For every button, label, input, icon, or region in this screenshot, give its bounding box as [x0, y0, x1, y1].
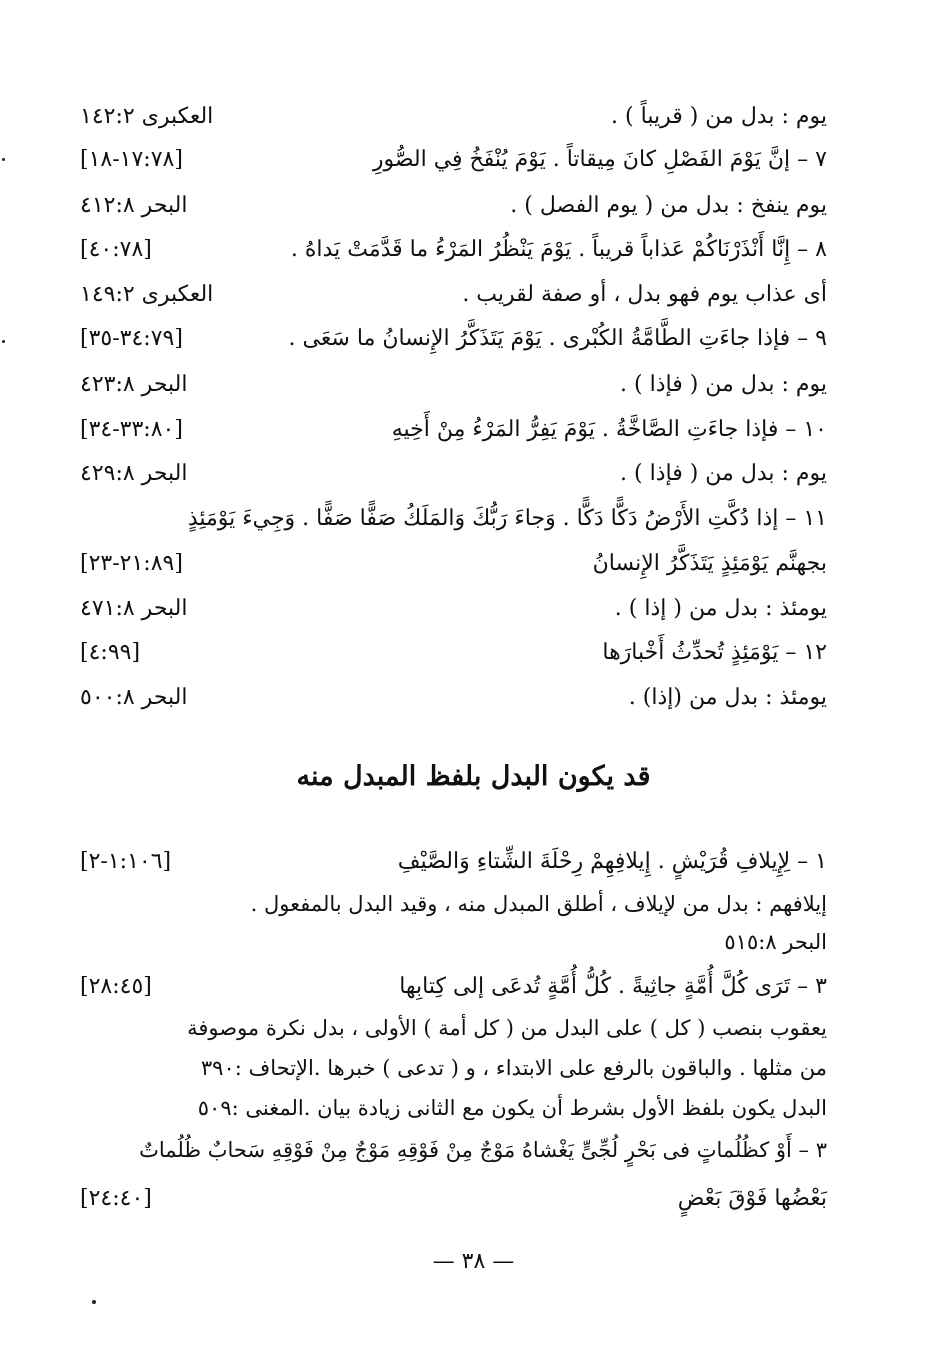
reference-left: [١:١٠٦-٢]: [80, 848, 172, 874]
text-right: ١١ – إذا دُكَّتِ الأَرْضُ دَكًّا دَكًّا . وَجاءَ رَبُّكَ وَالمَلَكُ صَفًّا صَفًّا . وَجِيءَ يَوْمَئِذٍ: [187, 505, 827, 531]
text-right: يوم : بدل من ( قريباً ) .: [611, 103, 827, 129]
text-line: [80, 272, 827, 316]
verse-line: [80, 1176, 827, 1220]
page-number: — ٣٨ —: [432, 1249, 515, 1274]
text-line: [80, 183, 827, 227]
text-line: [80, 675, 827, 719]
text-line: [80, 586, 827, 630]
reference-left: [٢١:٨٩-٢٣]: [80, 550, 183, 576]
text-right: بجهنَّم يَوْمَئِذٍ يَتَذَكَّرُ الإِنسانُ: [592, 550, 827, 576]
scan-speck: [2, 340, 5, 343]
scan-speck: [2, 158, 5, 161]
verse-line: [80, 496, 827, 540]
verse-line: [80, 316, 827, 360]
text-right: ١٠ – فإذا جاءَتِ الصَّاخَّةُ . يَوْمَ يَفِرُّ المَرْءُ مِنْ أَخِيهِ: [391, 416, 827, 442]
reference-left: [٢٤:٤٠]: [80, 1185, 152, 1211]
reference-left: [٤٠:٧٨]: [80, 236, 152, 262]
scan-speck: [92, 1300, 96, 1304]
reference-left: البحر ٥٠٠:٨: [80, 684, 188, 710]
reference-left: البحر ٤٢٩:٨: [80, 460, 188, 486]
text-right: أى عذاب يوم فهو بدل ، أو صفة لقريب .: [462, 281, 827, 307]
text-line: من مثلها . والباقون بالرفع على الابتداء ، و ( تدعى ) خبرها .الإتحاف :٣٩٠: [200, 1056, 827, 1080]
text-line: البحر ٥١٥:٨: [724, 930, 827, 954]
verse-line: [80, 964, 827, 1008]
text-right: بَعْضُها فَوْقَ بَعْضٍ: [677, 1185, 827, 1211]
text-right: ٣ – تَرَى كُلَّ أُمَّةٍ جاثِيةً . كُلُّ أُمَّةٍ تُدعَى إلى كِتابِها: [399, 973, 827, 999]
text-right: ١٢ – يَوْمَئِذٍ تُحدِّثُ أَخْبارَها: [602, 639, 827, 665]
reference-left: العكبرى ١٤٩:٢: [80, 281, 214, 307]
text-line: [80, 362, 827, 406]
text-right: يوم ينفخ : بدل من ( يوم الفصل ) .: [510, 192, 827, 218]
reference-left: العكبرى ١٤٢:٢: [80, 103, 214, 129]
verse-line: [80, 227, 827, 271]
reference-left: البحر ٤١٢:٨: [80, 192, 188, 218]
text-right: ١ – لِإِيلافِ قُرَيْشٍ . إِيلافِهِمْ رِحْلَةَ الشِّتاءِ وَالصَّيْفِ: [397, 848, 827, 874]
reference-left: البحر ٤٢٣:٨: [80, 371, 188, 397]
reference-left: [٣٤:٧٩-٣٥]: [80, 325, 183, 351]
text-right: ٩ – فإذا جاءَتِ الطَّامَّةُ الكُبْرى . يَوْمَ يَتَذَكَّرُ الإِنسانُ ما سَعَى .: [288, 325, 827, 351]
text-right: ٧ – إنَّ يَوْمَ الفَصْلِ كانَ مِيقاتاً . يَوْمَ يُنْفَخُ فِي الصُّورِ: [372, 146, 827, 172]
text-line: يعقوب بنصب ( كل ) على البدل من ( كل أمة ) الأولى ، بدل نكرة موصوفة: [187, 1016, 827, 1040]
reference-left: [١٧:٧٨-١٨]: [80, 146, 183, 172]
text-right: يومئذ : بدل من (إذا) .: [628, 684, 827, 710]
text-right: ٨ – إِنَّا أَنْذَرْنَاكُمْ عَذاباً قريباً . يَوْمَ يَنْظُرُ المَرْءُ ما قَدَّمَتْ يَداهُ .: [290, 236, 827, 262]
text-right: يوم : بدل من ( فإذا ) .: [620, 460, 827, 486]
section-heading: قد يكون البدل بلفظ المبدل منه: [296, 761, 651, 792]
text-right: يومئذ : بدل من ( إذا ) .: [614, 595, 827, 621]
reference-left: البحر ٤٧١:٨: [80, 595, 188, 621]
reference-left: [٣٣:٨٠-٣٤]: [80, 416, 183, 442]
text-right: يوم : بدل من ( فإذا ) .: [620, 371, 827, 397]
verse-line: [80, 407, 827, 451]
verse-line: [80, 137, 827, 181]
text-line: البدل يكون بلفظ الأول بشرط أن يكون مع الثانى زيادة بيان .المغنى :٥٠٩: [197, 1096, 827, 1120]
verse-line: ٣ – أَوْ كظُلُماتٍ فى بَحْرٍ لُجِّىٍّ يَغْشاهُ مَوْجٌ مِنْ فَوْقِهِ مَوْجٌ مِنْ فَوْقِهِ سَحابٌ ظُلُماتٌ: [139, 1138, 827, 1162]
verse-line: [80, 839, 827, 883]
text-line: [80, 451, 827, 495]
text-line: إيلافهم : بدل من لإيلاف ، أطلق المبدل منه ، وقيد البدل بالمفعول .: [250, 892, 827, 916]
reference-left: [٢٨:٤٥]: [80, 973, 152, 999]
verse-line: [80, 541, 827, 585]
text-line: [80, 94, 827, 138]
reference-left: [٤:٩٩]: [80, 639, 141, 665]
verse-line: [80, 630, 827, 674]
